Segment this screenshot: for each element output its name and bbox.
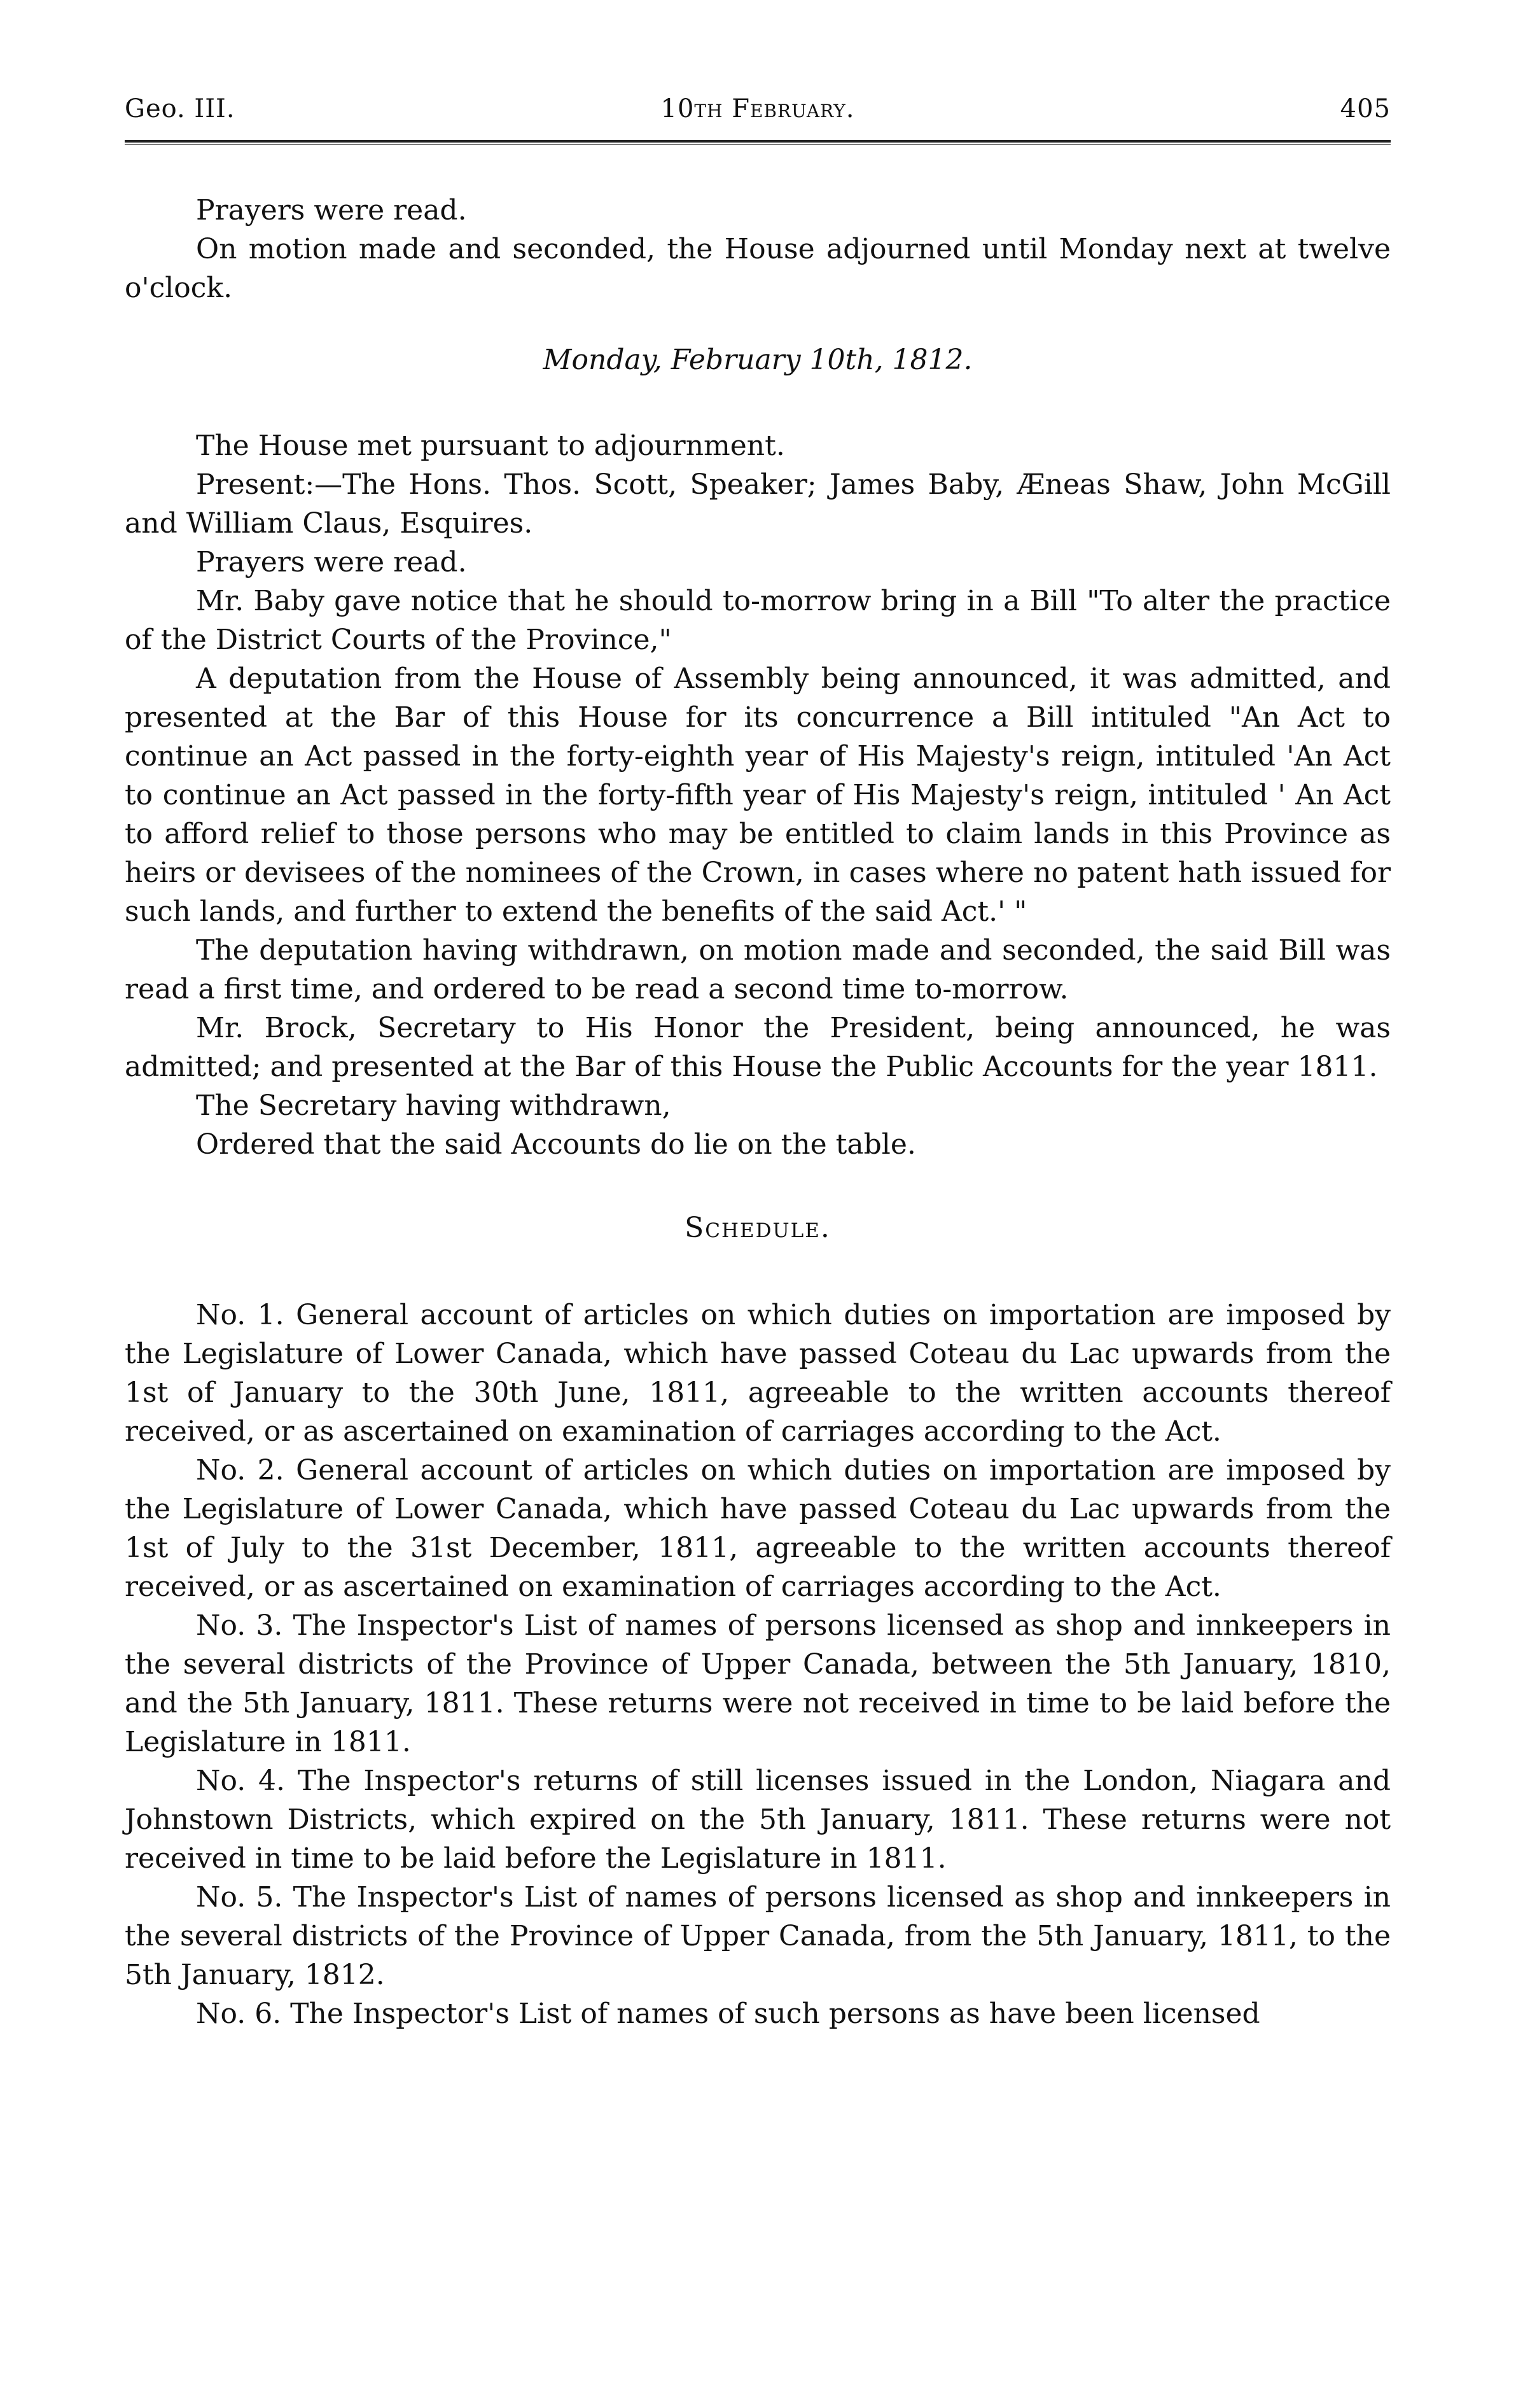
schedule-item: No. 3. The Inspector's List of names of persons licensed as shop and innkeepers in the several districts of the Province of Upper Canada, between the 5th January, 1810, and the 5th January, 1811. These returns were not received in time to be laid before the Legislature in 1811. — [125, 1609, 1391, 1758]
paragraph: On motion made and seconded, the House adjourned until Monday next at twelve o'clock. — [125, 233, 1391, 304]
paragraph: Mr. Brock, Secretary to His Honor the President, being announced, he was admitted; and presented at the Bar of this House the Public Accounts for the year 1811. — [125, 1012, 1391, 1083]
schedule-item: No. 6. The Inspector's List of names of such persons as have been licensed — [196, 1998, 1260, 2030]
schedule-heading: Schedule. — [685, 1212, 831, 1244]
header-rule — [125, 140, 1391, 145]
paragraph: Ordered that the said Accounts do lie on the table. — [196, 1128, 916, 1161]
journal-page — [125, 0, 1391, 2408]
paragraph: Prayers were read. — [196, 194, 467, 227]
paragraph: The deputation having withdrawn, on motion made and seconded, the said Bill was read a first time, and ordered to be read a second time to-morrow. — [125, 934, 1391, 1005]
paragraph: Present:—The Hons. Thos. Scott, Speaker; James Baby, Æneas Shaw, John McGill and William Claus, Esquires. — [125, 468, 1391, 540]
paragraph: The Secretary having withdrawn, — [196, 1089, 671, 1122]
paragraph: The House met pursuant to adjournment. — [196, 430, 785, 462]
dateline: Monday, February 10th, 1812. — [543, 344, 973, 376]
body-text — [125, 191, 1391, 2033]
paragraph: Prayers were read. — [196, 546, 467, 578]
running-head — [125, 94, 1391, 132]
reign-heading: Geo. III. — [125, 94, 235, 123]
page-number: 405 — [1340, 94, 1391, 123]
schedule-item: No. 1. General account of articles on which duties on importation are imposed by the Legislature of Lower Canada, which have passed Coteau du Lac upwards from the 1st of January to the 30th June, 1811, agreeable to the written accounts thereof received, or as ascertained on examination of carriages according to the Act. — [125, 1299, 1391, 1448]
schedule-item: No. 2. General account of articles on which duties on importation are imposed by the Legislature of Lower Canada, which have passed Coteau du Lac upwards from the 1st of July to the 31st December, 1811, agreeable to the written accounts thereof received, or as ascertained on examination of carriages according to the Act. — [125, 1454, 1391, 1603]
paragraph: A deputation from the House of Assembly being announced, it was admitted, and presented at the Bar of this House for its concurrence a Bill intituled "An Act to continue an Act passed in the forty-eighth year of His Majesty's reign, intituled 'An Act to continue an Act passed in the forty-fifth year of His Majesty's reign, intituled ' An Act to afford relief to those persons who may be entitled to claim lands in this Province as heirs or devisees of the nominees of the Crown, in cases where no patent hath issued for such lands, and further to extend the benefits of the said Act.' " — [125, 662, 1391, 928]
paragraph: Mr. Baby gave notice that he should to-morrow bring in a Bill "To alter the practice of the District Courts of the Province," — [125, 585, 1391, 656]
schedule-item: No. 4. The Inspector's returns of still licenses issued in the London, Niagara and Johnstown Districts, which expired on the 5th January, 1811. These returns were not received in time to be laid before the Legislature in 1811. — [125, 1765, 1391, 1875]
date-heading: 10th February. — [660, 94, 855, 123]
schedule-item: No. 5. The Inspector's List of names of persons licensed as shop and innkeepers in the several districts of the Province of Upper Canada, from the 5th January, 1811, to the 5th January, 1812. — [125, 1881, 1391, 1991]
